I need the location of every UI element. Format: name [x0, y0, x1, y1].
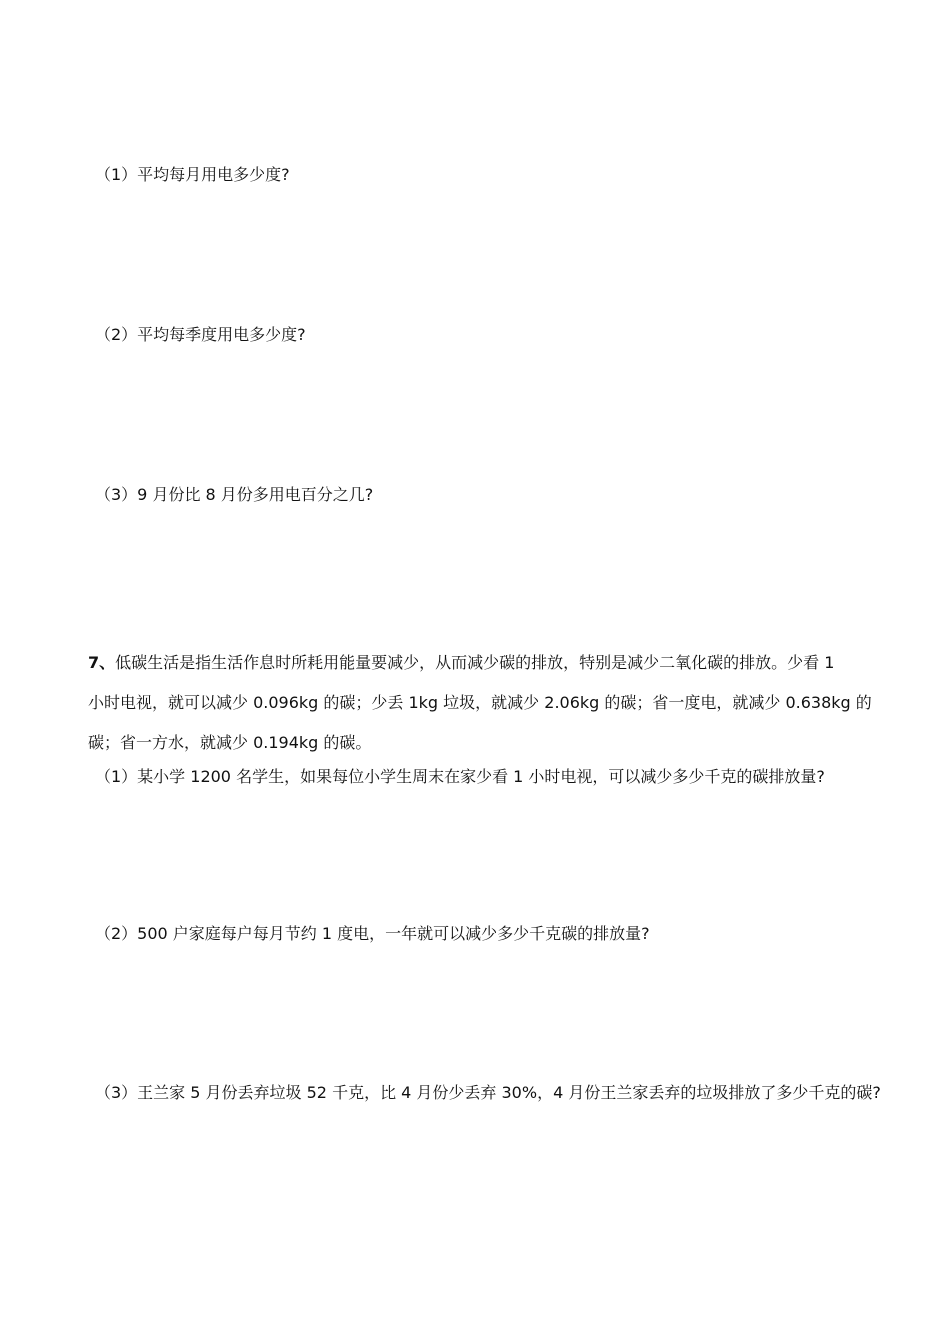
question-7-part-2: （2）500 户家庭每户每月节约 1 度电，一年就可以减少多少千克碳的排放量?: [95, 924, 650, 943]
question-6-part-2: （2）平均每季度用电多少度?: [95, 325, 306, 344]
question-7-intro: [88, 643, 872, 763]
question-7-part-1: （1）某小学 1200 名学生，如果每位小学生周末在家少看 1 小时电视，可以减少多少千克的碳排放量?: [95, 767, 825, 786]
question-7-intro-line-2: 小时电视，就可以减少 0.096kg 的碳；少丢 1kg 垃圾，就减少 2.06kg 的碳；省一度电，就减少 0.638kg 的: [88, 693, 872, 712]
question-7-part-3: （3）王兰家 5 月份丢弃垃圾 52 千克，比 4 月份少丢弃 30%，4 月份王兰家丢弃的垃圾排放了多少千克的碳?: [95, 1083, 881, 1102]
question-7-number: 7、: [88, 653, 116, 672]
question-7-intro-line-3: 碳；省一方水，就减少 0.194kg 的碳。: [88, 733, 372, 752]
question-7-intro-line-1: 7、低碳生活是指生活作息时所耗用能量要减少，从而减少碳的排放，特别是减少二氧化碳的排放。少看 1: [88, 653, 835, 672]
question-6-part-1: （1）平均每月用电多少度?: [95, 165, 290, 184]
question-6-part-3: （3）9 月份比 8 月份多用电百分之几?: [95, 485, 374, 504]
